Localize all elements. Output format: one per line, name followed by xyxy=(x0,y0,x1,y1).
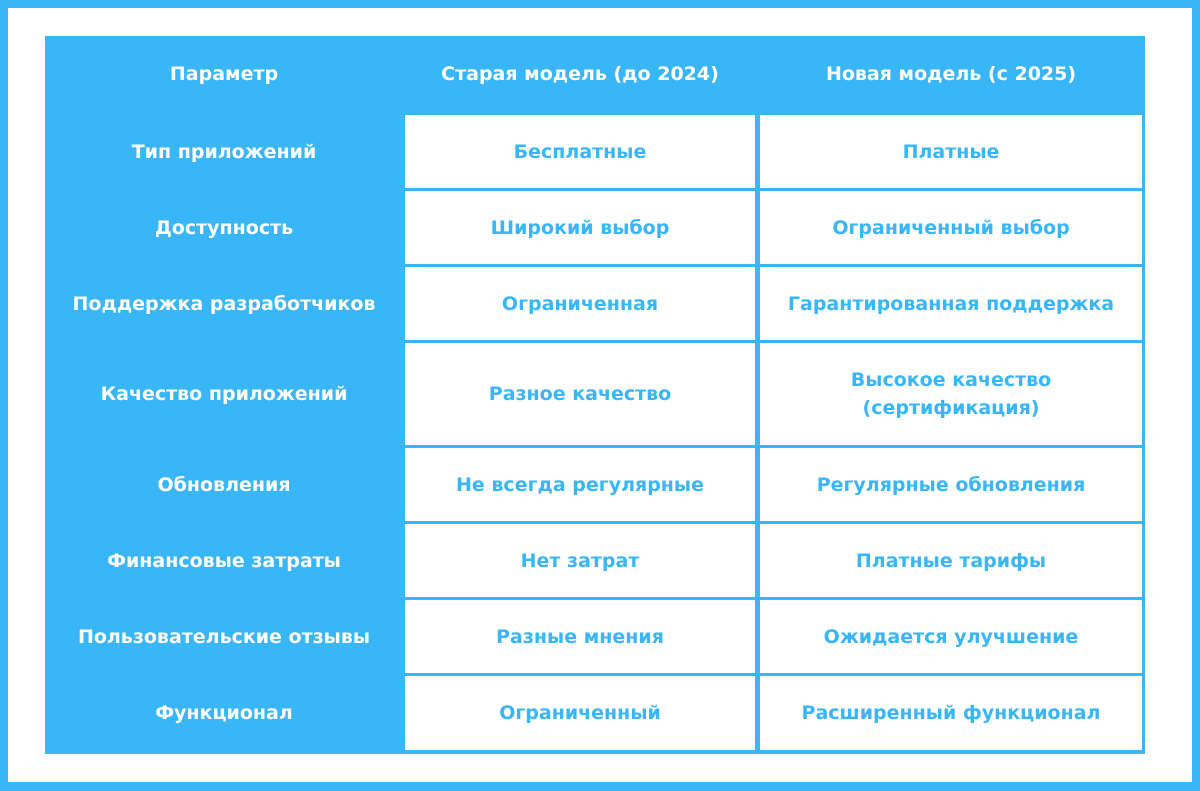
header-new-model: Новая модель (с 2025) xyxy=(825,63,1077,85)
row-new-value: Высокое качество (сертификация) xyxy=(760,343,1142,445)
row-param: Качество приложений xyxy=(100,383,348,405)
row-old-value: Бесплатные xyxy=(405,115,755,188)
row-new-value: Гарантированная поддержка xyxy=(760,267,1142,340)
row-new-value: Ожидается улучшение xyxy=(760,600,1142,673)
comparison-table xyxy=(45,36,1145,754)
header-parameter: Параметр xyxy=(169,63,279,85)
row-param: Функционал xyxy=(155,702,293,724)
row-param: Обновления xyxy=(157,473,291,496)
row-old-value: Ограниченный xyxy=(405,676,755,750)
row-old-value: Ограниченная xyxy=(405,267,755,340)
row-old-value: Широкий выбор xyxy=(405,191,755,264)
row-param: Пользовательские отзывы xyxy=(77,625,371,648)
row-old-value: Разное качество xyxy=(405,343,755,445)
row-old-value: Нет затрат xyxy=(405,524,755,597)
row-param: Поддержка разработчиков xyxy=(72,292,376,315)
row-old-value: Разные мнения xyxy=(405,600,755,673)
row-old-value: Не всегда регулярные xyxy=(405,448,755,521)
header-old-model: Старая модель (до 2024) xyxy=(441,63,719,85)
row-new-value: Платные xyxy=(760,115,1142,188)
row-param: Доступность xyxy=(154,216,294,239)
row-param: Финансовые затраты xyxy=(107,549,341,572)
row-new-value: Платные тарифы xyxy=(760,524,1142,597)
row-new-value: Регулярные обновления xyxy=(760,448,1142,521)
row-param: Тип приложений xyxy=(131,140,317,163)
row-new-value: Расширенный функционал xyxy=(760,676,1142,750)
row-new-value: Ограниченный выбор xyxy=(760,191,1142,264)
